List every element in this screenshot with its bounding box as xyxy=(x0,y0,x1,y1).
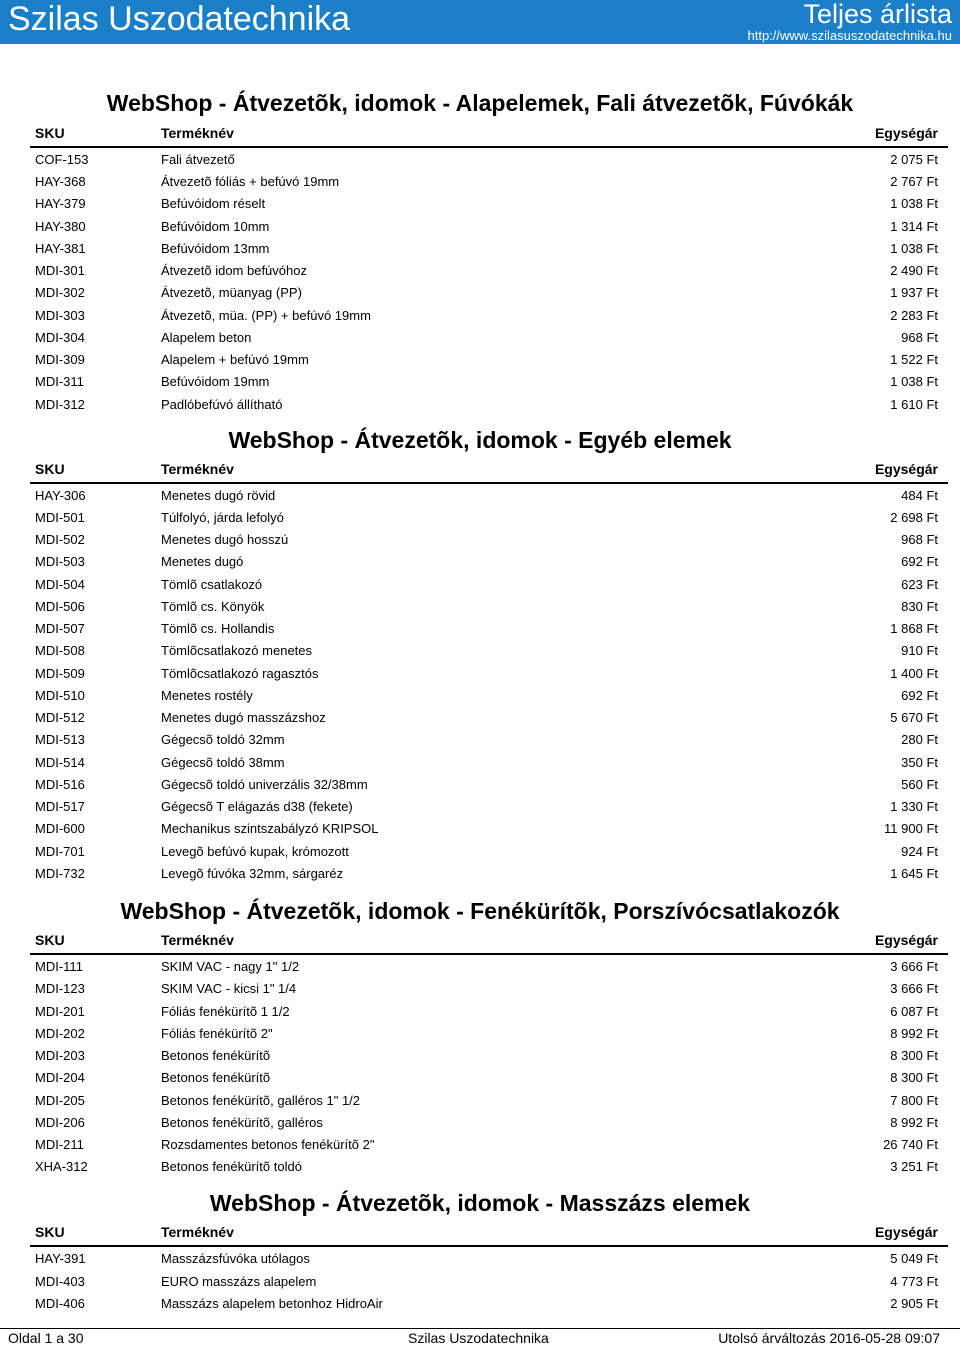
table-row xyxy=(30,485,948,507)
row-product-name: Átvezetõ idom befúvóhoz xyxy=(161,263,307,279)
row-sku: HAY-368 xyxy=(35,174,86,190)
table-header xyxy=(30,122,948,148)
row-sku: MDI-211 xyxy=(35,1137,84,1153)
row-price: 623 Ft xyxy=(901,576,938,592)
row-price: 1 330 Ft xyxy=(890,799,938,815)
table-row xyxy=(30,685,948,707)
column-header-name: Terméknév xyxy=(161,125,234,141)
row-product-name: Menetes dugó xyxy=(161,554,244,570)
row-product-name: Gégecsõ toldó univerzális 32/38mm xyxy=(161,776,368,792)
row-sku: MDI-503 xyxy=(35,554,85,570)
table-row xyxy=(30,707,948,729)
row-sku: MDI-507 xyxy=(35,621,85,637)
row-product-name: Tömlõ cs. Könyök xyxy=(161,598,265,614)
row-product-name: Befúvóidom 19mm xyxy=(161,374,270,390)
row-product-name: Rozsdamentes betonos fenékürítõ 2" xyxy=(161,1137,375,1153)
row-price: 3 666 Ft xyxy=(890,981,938,997)
row-sku: MDI-701 xyxy=(35,843,85,859)
row-product-name: Levegõ befúvó kupak, krómozott xyxy=(161,843,349,859)
row-sku: MDI-516 xyxy=(35,776,85,792)
row-price: 2 767 Ft xyxy=(890,174,938,190)
table-header xyxy=(30,929,948,955)
row-price: 2 490 Ft xyxy=(890,263,938,279)
last-price-change: Utolsó árváltozás 2016-05-28 09:07 xyxy=(718,1330,940,1346)
table-row xyxy=(30,305,948,327)
row-sku: HAY-381 xyxy=(35,240,86,256)
section-title: WebShop - Átvezetõk, idomok - Egyéb elemek xyxy=(228,427,732,453)
row-price: 830 Ft xyxy=(901,598,938,614)
table-row xyxy=(30,1112,948,1134)
row-sku: XHA-312 xyxy=(35,1159,88,1175)
row-sku: MDI-312 xyxy=(35,396,85,412)
header-banner xyxy=(0,0,960,44)
section-title: WebShop - Átvezetõk, idomok - Masszázs elemek xyxy=(209,1190,751,1216)
row-price: 968 Ft xyxy=(901,532,938,548)
row-price: 1 610 Ft xyxy=(890,396,938,412)
row-product-name: Tömlõcsatlakozó ragasztós xyxy=(161,665,319,681)
table-row xyxy=(30,1001,948,1023)
table-row xyxy=(30,1271,948,1293)
table-row xyxy=(30,1045,948,1067)
table-row xyxy=(30,171,948,193)
row-sku: MDI-303 xyxy=(35,307,85,323)
row-sku: MDI-201 xyxy=(35,1003,85,1019)
row-price: 692 Ft xyxy=(901,687,938,703)
row-price: 4 773 Ft xyxy=(890,1273,938,1289)
row-product-name: Betonos fenékürítõ xyxy=(161,1048,271,1064)
row-product-name: Mechanikus szintszabályzó KRIPSOL xyxy=(161,821,379,837)
row-product-name: Gégecsõ T elágazás d38 (fekete) xyxy=(161,799,353,815)
row-sku: MDI-123 xyxy=(35,981,85,997)
table-row xyxy=(30,1293,948,1315)
row-price: 3 251 Ft xyxy=(890,1159,938,1175)
page-number: Oldal 1 a 30 xyxy=(8,1330,84,1346)
row-sku: COF-153 xyxy=(35,151,89,167)
column-header-price: Egységár xyxy=(874,1224,938,1240)
row-sku: MDI-732 xyxy=(35,865,85,881)
table-row xyxy=(30,282,948,304)
row-price: 2 075 Ft xyxy=(890,151,938,167)
row-sku: HAY-391 xyxy=(35,1251,86,1267)
row-sku: HAY-380 xyxy=(35,218,86,234)
table-row xyxy=(30,863,948,885)
table-row xyxy=(30,774,948,796)
row-product-name: Menetes dugó masszázshoz xyxy=(161,710,326,726)
column-header-price: Egységár xyxy=(874,125,938,141)
row-product-name: Betonos fenékürítõ, galléros 1" 1/2 xyxy=(161,1092,361,1108)
row-price: 1 937 Ft xyxy=(890,285,938,301)
row-sku: MDI-514 xyxy=(35,754,85,770)
row-sku: MDI-517 xyxy=(35,799,85,815)
row-price: 7 800 Ft xyxy=(890,1092,938,1108)
row-product-name: Menetes dugó hosszú xyxy=(161,532,289,548)
row-sku: HAY-306 xyxy=(35,487,86,503)
row-price: 2 698 Ft xyxy=(890,509,938,525)
row-product-name: Gégecsõ toldó 32mm xyxy=(161,732,285,748)
table-row xyxy=(30,956,948,978)
row-product-name: Átvezetõ, müanyag (PP) xyxy=(161,285,302,301)
row-sku: MDI-512 xyxy=(35,710,85,726)
section-title: WebShop - Átvezetõk, idomok - Alapelemek, Fali átvezetõk, Fúvókák xyxy=(106,90,854,116)
row-price: 1 868 Ft xyxy=(890,621,938,637)
row-price: 1 038 Ft xyxy=(890,240,938,256)
row-product-name: Tömlõcsatlakozó menetes xyxy=(161,643,313,659)
page-footer xyxy=(0,1328,960,1346)
row-product-name: Gégecsõ toldó 38mm xyxy=(161,754,285,770)
row-price: 692 Ft xyxy=(901,554,938,570)
row-product-name: Tömlõ cs. Hollandis xyxy=(161,621,275,637)
row-sku: MDI-403 xyxy=(35,1273,85,1289)
row-sku: MDI-204 xyxy=(35,1070,85,1086)
column-header-name: Terméknév xyxy=(161,932,234,948)
row-price: 910 Ft xyxy=(901,643,938,659)
row-price: 560 Ft xyxy=(901,776,938,792)
company-title: Szilas Uszodatechnika xyxy=(8,0,351,38)
table-row xyxy=(30,1090,948,1112)
row-product-name: Átvezetõ fóliás + befúvó 19mm xyxy=(161,174,340,190)
table-row xyxy=(30,978,948,1000)
column-header-sku: SKU xyxy=(35,461,65,477)
website-link[interactable]: http://www.szilasuszodatechnika.hu xyxy=(747,28,952,43)
table-header xyxy=(30,458,948,484)
row-sku: HAY-379 xyxy=(35,196,86,212)
row-product-name: Alapelem beton xyxy=(161,329,252,345)
row-price: 1 314 Ft xyxy=(890,218,938,234)
row-price: 2 905 Ft xyxy=(890,1295,938,1311)
row-sku: MDI-302 xyxy=(35,285,85,301)
table-row xyxy=(30,371,948,393)
table-row xyxy=(30,574,948,596)
table-row xyxy=(30,663,948,685)
column-header-price: Egységár xyxy=(874,461,938,477)
row-product-name: Alapelem + befúvó 19mm xyxy=(161,352,309,368)
row-price: 2 283 Ft xyxy=(890,307,938,323)
table-row xyxy=(30,507,948,529)
row-sku: MDI-309 xyxy=(35,352,85,368)
table-row xyxy=(30,551,948,573)
table-row xyxy=(30,752,948,774)
table-row xyxy=(30,394,948,416)
row-price: 3 666 Ft xyxy=(890,959,938,975)
row-product-name: Fóliás fenékürítõ 1 1/2 xyxy=(161,1003,290,1019)
table-row xyxy=(30,349,948,371)
row-product-name: Menetes rostély xyxy=(161,687,253,703)
row-sku: MDI-508 xyxy=(35,643,85,659)
row-sku: MDI-502 xyxy=(35,532,85,548)
row-price: 1 038 Ft xyxy=(890,196,938,212)
table-row xyxy=(30,327,948,349)
row-sku: MDI-513 xyxy=(35,732,85,748)
price-list-title: Teljes árlista xyxy=(803,0,952,29)
row-product-name: Befúvóidom 13mm xyxy=(161,240,270,256)
row-product-name: Masszázs alapelem betonhoz HidroAir xyxy=(161,1295,383,1311)
footer-company: Szilas Uszodatechnika xyxy=(408,1330,549,1346)
table-row xyxy=(30,841,948,863)
row-price: 6 087 Ft xyxy=(890,1003,938,1019)
row-product-name: EURO masszázs alapelem xyxy=(161,1273,317,1289)
table-row xyxy=(30,216,948,238)
row-product-name: Levegõ fúvóka 32mm, sárgaréz xyxy=(161,865,344,881)
section-title: WebShop - Átvezetõk, idomok - Fenékürítõk, Porszívócsatlakozók xyxy=(120,898,840,924)
column-header-name: Terméknév xyxy=(161,1224,234,1240)
row-price: 484 Ft xyxy=(901,487,938,503)
table-row xyxy=(30,149,948,171)
row-product-name: Túlfolyó, járda lefolyó xyxy=(161,509,284,525)
row-price: 8 992 Ft xyxy=(890,1025,938,1041)
row-product-name: Betonos fenékürítõ, galléros xyxy=(161,1114,323,1130)
row-price: 11 900 Ft xyxy=(884,821,938,837)
table-row xyxy=(30,193,948,215)
table-row xyxy=(30,1067,948,1089)
table-row xyxy=(30,596,948,618)
header-right xyxy=(748,0,953,43)
table-row xyxy=(30,238,948,260)
table-row xyxy=(30,1156,948,1178)
row-sku: MDI-600 xyxy=(35,821,85,837)
row-price: 924 Ft xyxy=(901,843,938,859)
table-row xyxy=(30,618,948,640)
row-price: 8 300 Ft xyxy=(890,1048,938,1064)
column-header-name: Terméknév xyxy=(161,461,234,477)
table-row xyxy=(30,1023,948,1045)
row-price: 26 740 Ft xyxy=(883,1137,938,1153)
row-sku: MDI-205 xyxy=(35,1092,85,1108)
table-row xyxy=(30,818,948,840)
table-row xyxy=(30,796,948,818)
row-product-name: Betonos fenékürítõ toldó xyxy=(161,1159,302,1175)
row-price: 8 300 Ft xyxy=(890,1070,938,1086)
row-sku: MDI-510 xyxy=(35,687,85,703)
column-header-sku: SKU xyxy=(35,932,65,948)
row-sku: MDI-506 xyxy=(35,598,85,614)
table-row xyxy=(30,640,948,662)
row-sku: MDI-206 xyxy=(35,1114,85,1130)
row-sku: MDI-406 xyxy=(35,1295,85,1311)
row-price: 1 400 Ft xyxy=(890,665,938,681)
row-product-name: Tömlõ csatlakozó xyxy=(161,576,263,592)
row-sku: MDI-509 xyxy=(35,665,85,681)
row-product-name: Betonos fenékürítõ xyxy=(161,1070,271,1086)
row-product-name: Fali átvezető xyxy=(161,151,235,167)
row-price: 5 670 Ft xyxy=(890,710,938,726)
row-price: 5 049 Ft xyxy=(890,1251,938,1267)
row-sku: MDI-504 xyxy=(35,576,85,592)
row-product-name: SKIM VAC - kicsi 1" 1/4 xyxy=(161,981,297,997)
table-row xyxy=(30,729,948,751)
row-product-name: Fóliás fenékürítõ 2" xyxy=(161,1025,273,1041)
row-product-name: Befúvóidom 10mm xyxy=(161,218,270,234)
row-product-name: Masszázsfúvóka utólagos xyxy=(161,1251,310,1267)
column-header-sku: SKU xyxy=(35,125,65,141)
row-price: 8 992 Ft xyxy=(890,1114,938,1130)
row-product-name: Átvezetõ, müa. (PP) + befúvó 19mm xyxy=(161,307,371,323)
row-price: 968 Ft xyxy=(901,329,938,345)
row-sku: MDI-304 xyxy=(35,329,85,345)
row-sku: MDI-111 xyxy=(35,959,83,975)
row-sku: MDI-311 xyxy=(35,374,84,390)
row-product-name: Befúvóidom réselt xyxy=(161,196,266,212)
column-header-price: Egységár xyxy=(874,932,938,948)
row-product-name: SKIM VAC - nagy 1" 1/2 xyxy=(161,959,300,975)
row-sku: MDI-501 xyxy=(35,509,85,525)
row-sku: MDI-203 xyxy=(35,1048,85,1064)
row-sku: MDI-202 xyxy=(35,1025,85,1041)
row-price: 350 Ft xyxy=(901,754,938,770)
row-price: 1 038 Ft xyxy=(890,374,938,390)
row-price: 1 645 Ft xyxy=(890,865,938,881)
column-header-sku: SKU xyxy=(35,1224,65,1240)
table-row xyxy=(30,529,948,551)
row-product-name: Menetes dugó rövid xyxy=(161,487,276,503)
row-price: 280 Ft xyxy=(901,732,938,748)
row-product-name: Padlóbefúvó állítható xyxy=(161,396,283,412)
table-row xyxy=(30,260,948,282)
table-header xyxy=(30,1221,948,1247)
table-row xyxy=(30,1248,948,1270)
row-sku: MDI-301 xyxy=(35,263,85,279)
row-price: 1 522 Ft xyxy=(890,352,938,368)
table-row xyxy=(30,1134,948,1156)
